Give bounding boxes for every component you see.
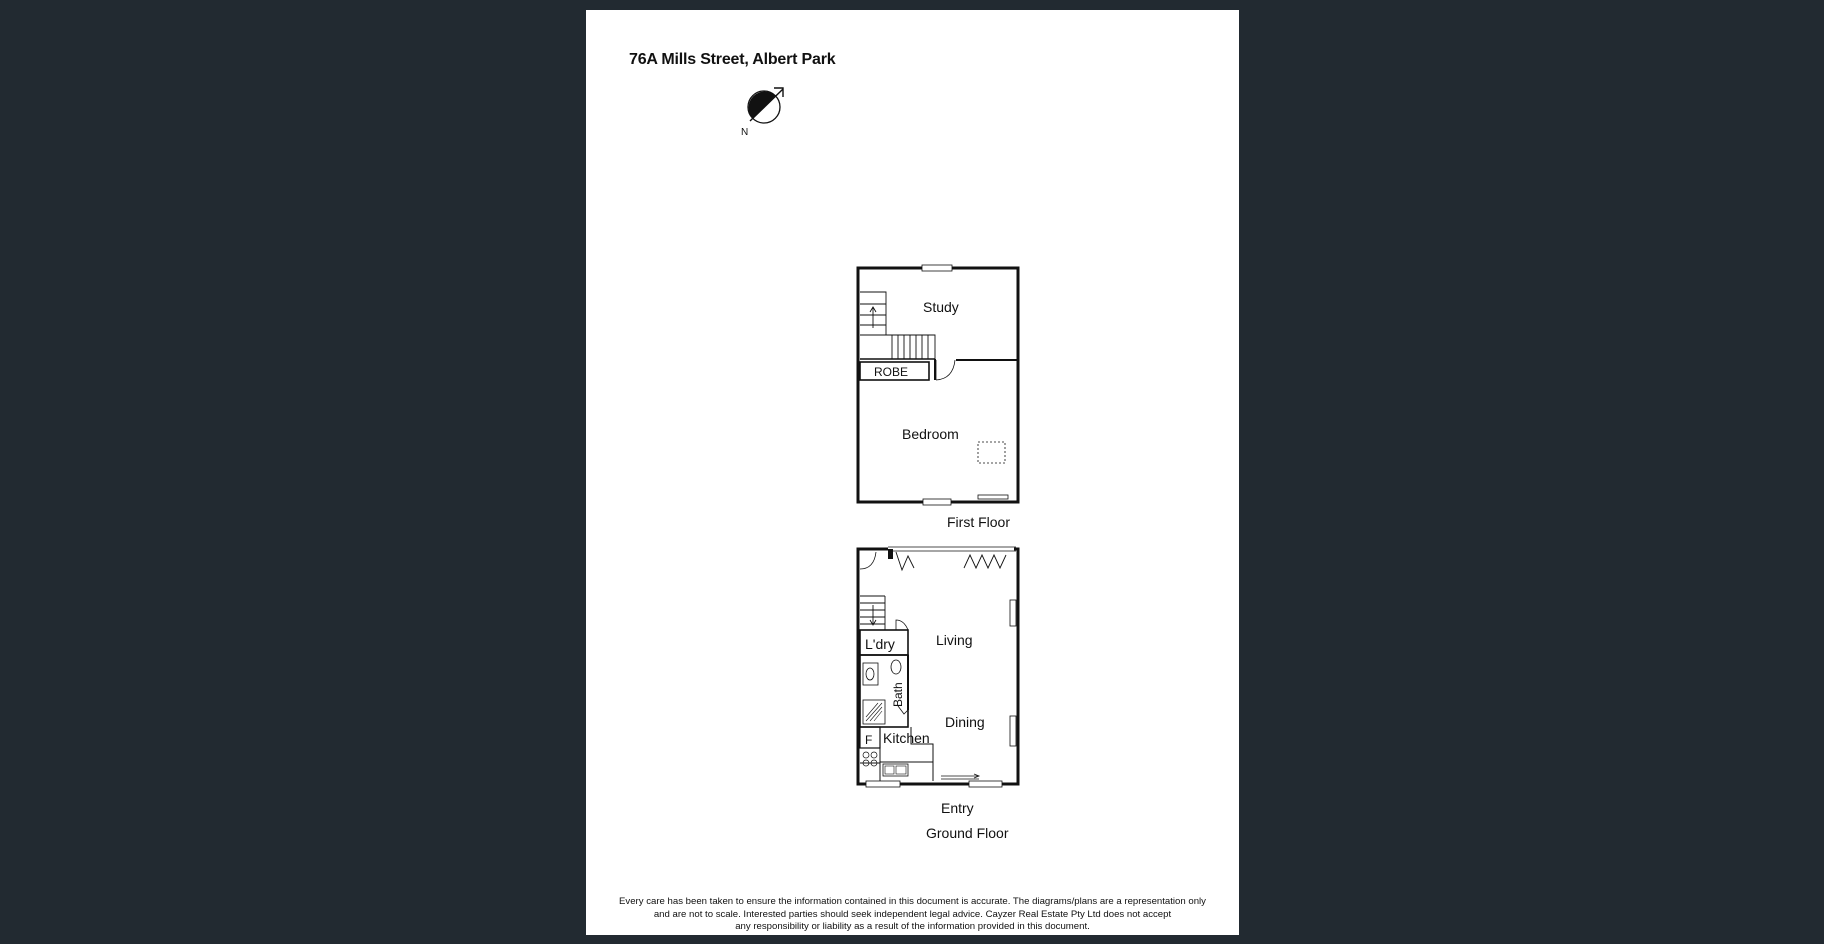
vanity-basin — [863, 663, 878, 685]
kitchen-label: Kitchen — [883, 730, 930, 746]
bedroom-door-swing — [936, 360, 955, 380]
dining-label: Dining — [945, 714, 985, 730]
study-label: Study — [923, 299, 959, 315]
entry-window — [969, 781, 1002, 787]
ground-side-door-swing — [860, 552, 876, 569]
bifold-door-right — [964, 555, 1006, 568]
ground-floor-plan — [858, 546, 1018, 841]
bath-label: Bath — [891, 682, 905, 707]
fridge-label: F — [865, 733, 873, 747]
disclaimer-line-1: Every care has been taken to ensure the information contained in this document is accurate. The diagrams/plans are a representation only — [619, 896, 1206, 907]
property-address-title: 76A Mills Street, Albert Park — [629, 51, 836, 68]
compass-north-label: N — [741, 127, 749, 138]
laundry-label: L'dry — [865, 636, 895, 652]
bedroom-window-small — [978, 495, 1008, 499]
floor-plans-drawing — [586, 10, 1239, 935]
bedroom-window — [923, 499, 951, 505]
ground-floor-heading: Ground Floor — [926, 825, 1009, 841]
living-label: Living — [936, 632, 973, 648]
bedroom-label: Bedroom — [902, 426, 959, 442]
floorplan-sheet — [586, 10, 1239, 935]
disclaimer-line-2: and are not to scale. Interested parties should seek independent legal advice. Cayzer Real Estate Pty Ltd does not accept — [653, 908, 1172, 920]
toilet-fixture — [891, 660, 901, 674]
first-floor-plan — [858, 265, 1018, 530]
cooktop-burner — [863, 752, 869, 758]
study-window — [922, 265, 952, 271]
living-side-window — [1010, 600, 1016, 626]
dining-side-window — [1010, 716, 1016, 746]
skylight-dashed — [978, 442, 1005, 463]
kitchen-front-window — [866, 781, 900, 787]
robe-label: ROBE — [874, 365, 909, 379]
first-floor-heading: First Floor — [947, 514, 1010, 530]
ground-floor-stairs — [860, 596, 885, 630]
disclaimer-line-3: any responsibility or liability as a result of the information provided in this document. — [735, 921, 1090, 932]
disclaimer-text — [606, 896, 1219, 934]
bifold-door-left — [896, 552, 914, 570]
entry-label: Entry — [941, 800, 974, 816]
entry-sliding-door — [941, 774, 979, 779]
ground-floor-outer-wall — [858, 549, 1018, 784]
